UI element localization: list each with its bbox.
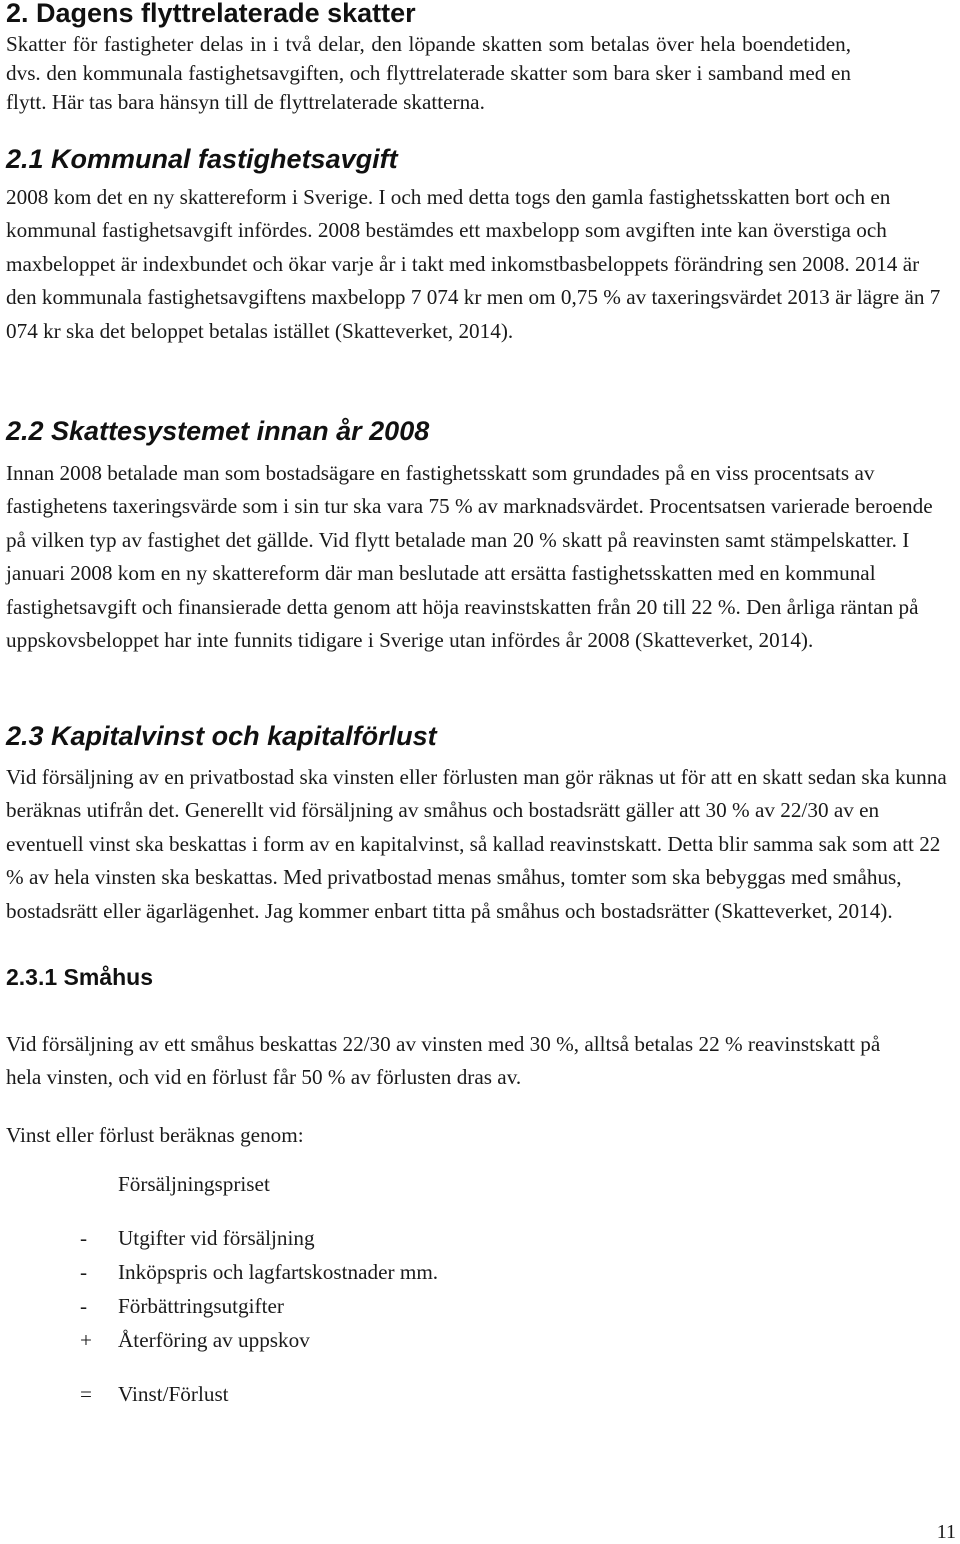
heading-section-2-2: 2.2 Skattesystemet innan år 2008	[6, 416, 430, 446]
page-number: 11	[936, 1521, 956, 1543]
formula-row	[80, 1328, 310, 1353]
heading-section-2-3: 2.3 Kapitalvinst och kapitalförlust	[6, 721, 437, 751]
formula-result-operator: =	[80, 1382, 92, 1406]
formula-term: Återföring av uppskov	[118, 1328, 310, 1352]
formula-operator: -	[80, 1260, 88, 1284]
heading-section-2: 2. Dagens flyttrelaterade skatter	[6, 0, 416, 28]
paragraph-section-2-3-1: Vid försäljning av ett småhus beskattas 22/30 av vinsten med 30 %, alltså betalas 22 % reavinstskatt på hela vinsten, och vid en förlust får 50 % av förlusten dras av.	[6, 1032, 881, 1090]
formula-term: Förbättringsutgifter	[118, 1294, 284, 1318]
formula-start-row	[80, 1172, 270, 1197]
formula-term: Utgifter vid försäljning	[118, 1226, 315, 1250]
paragraph-section-2-3: Vid försäljning av en privatbostad ska vinsten eller förlusten man gör räknas ut för att en skatt sedan ska kunna beräknas utifrån det. Generellt vid försäljning av småhus och bostadsrätt gäller att 30 % av 22/30 av en eventuell vinst ska beskattas i form av en kapitalvinst, så kallad reavinstskatt. Detta blir samma sak som att 22 % av hela vinsten ska beskattas. Med privatbostad menas småhus, tomter som ska bebyggas med småhus, bostadsrätt eller ägarlägenhet. Jag kommer enbart titta på småhus och bostadsrätter (Skatteverket, 2014).	[6, 765, 947, 923]
formula-operator: -	[80, 1294, 88, 1318]
formula-row	[80, 1226, 315, 1251]
formula-result: Vinst/Förlust	[118, 1382, 229, 1406]
paragraph-section-2-2: Innan 2008 betalade man som bostadsägare en fastighetsskatt som grundades på en viss procentsats av fastighetens taxeringsvärde som i sin tur ska vara 75 % av marknadsvärdet. Procentsatsen varierade beroende på vilken typ av fastighet det gällde. Vid flytt betalade man 20 % skatt på reavinsten samt stämpelskatter. I januari 2008 kom en ny skattereform där man beslutade att ersätta fastighetsskatten med en kommunal fastighetsavgift och finansierade detta genom att höja reavinstskatten från 20 till 22 %. Den årliga räntan på uppskovsbeloppet har inte funnits tidigare i Sverige utan infördes år 2008 (Skatteverket, 2014).	[6, 461, 933, 653]
formula-intro: Vinst eller förlust beräknas genom:	[6, 1123, 304, 1147]
paragraph-section-2: Skatter för fastigheter delas in i två delar, den löpande skatten som betalas över hela boendetiden, dvs. den kommunala fastighetsavgiften, och flyttrelaterade skatter som bara sker i samband med en flytt. Här tas bara hänsyn till de flyttrelaterade skatterna.	[6, 32, 851, 114]
formula-result-row	[80, 1382, 229, 1407]
formula-term: Inköpspris och lagfartskostnader mm.	[118, 1260, 439, 1284]
formula-operator: -	[80, 1226, 88, 1250]
formula-row	[80, 1294, 284, 1319]
formula-row	[80, 1260, 438, 1285]
heading-section-2-3-1: 2.3.1 Småhus	[6, 964, 154, 990]
heading-section-2-1: 2.1 Kommunal fastighetsavgift	[6, 144, 398, 174]
formula-operator: +	[80, 1328, 92, 1352]
paragraph-section-2-1: 2008 kom det en ny skattereform i Sverige. I och med detta togs den gamla fastighetsskatten bort och en kommunal fastighetsavgift infördes. 2008 bestämdes ett maxbelopp som avgiften inte kan överstiga och maxbeloppet är indexbundet och ökar varje år i takt med inkomstbasbeloppets förändring sen 2008. 2014 är den kommunala fastighetsavgiftens maxbelopp 7 074 kr men om 0,75 % av taxeringsvärdet 2013 är lägre än 7 074 kr ska det beloppet betalas istället (Skatteverket, 2014).	[6, 185, 941, 343]
formula-start: Försäljningspriset	[118, 1172, 270, 1196]
